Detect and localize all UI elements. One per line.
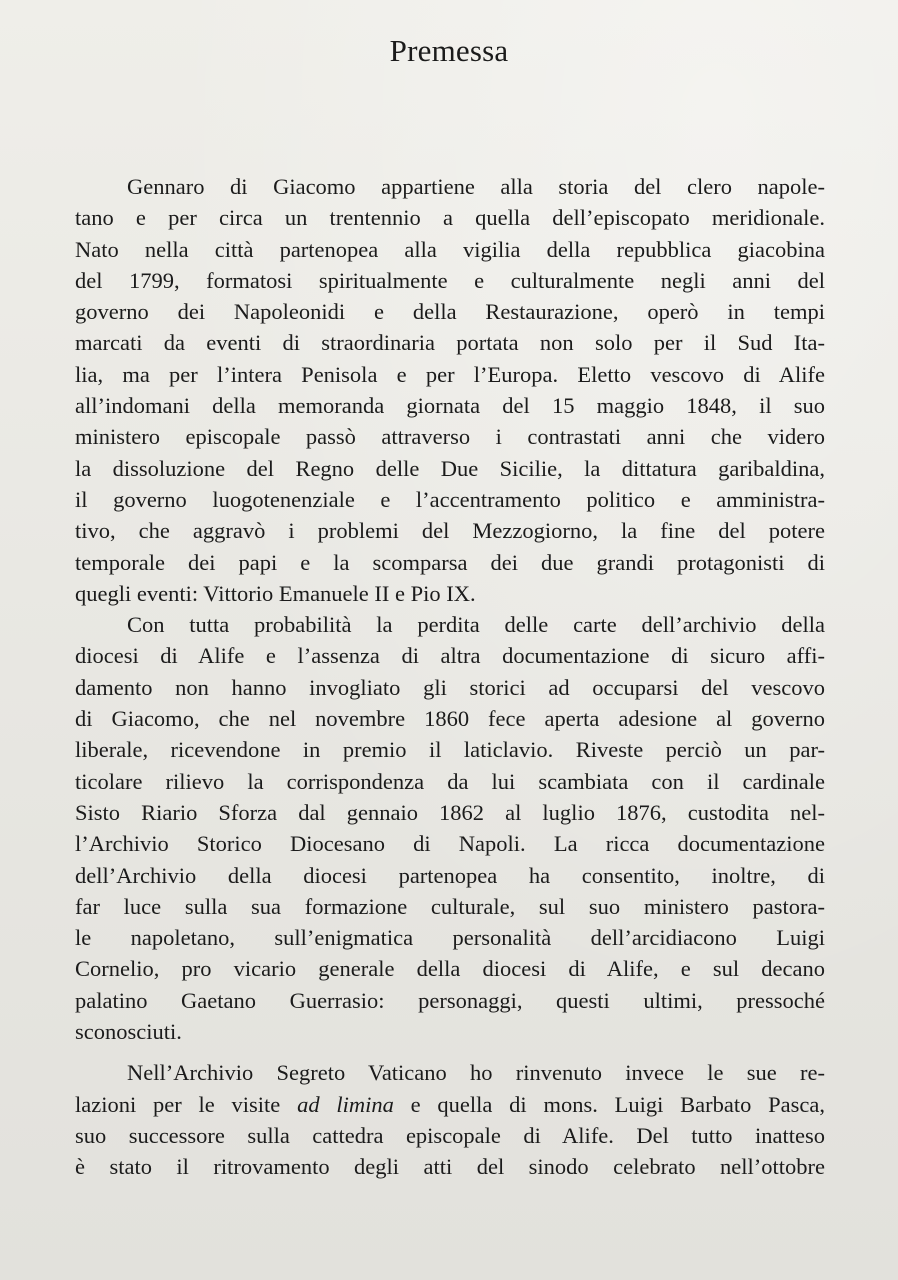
text-line: sconosciuti. [75, 1019, 182, 1045]
text-line [75, 1089, 825, 1120]
text-line: ministero episcopale passò attraverso i contrastati anni che videro [75, 424, 825, 450]
text-line: il governo luogotenenziale e l’accentramento politico e amministra- [75, 486, 825, 512]
text-line: tivo, che aggravò i problemi del Mezzogiorno, la fine del potere [75, 518, 825, 544]
text-line: Gennaro di Giacomo appartiene alla storia del clero napole- [127, 174, 825, 199]
text-line: di Giacomo, che nel novembre 1860 fece aperta adesione al governo [75, 706, 825, 732]
text-line: la dissoluzione del Regno delle Due Sicilie, la dittatura garibaldina, [75, 455, 825, 481]
text-line: è stato il ritrovamento degli atti del sinodo celebrato nell’ottobre [75, 1154, 825, 1180]
text-line: ticolare rilievo la corrispondenza da lui scambiata con il cardinale [75, 768, 825, 794]
text-line: all’indomani della memoranda giornata del 15 maggio 1848, il suo [75, 393, 825, 419]
text-line: suo successore sulla cattedra episcopale di Alife. Del tutto inatteso [75, 1122, 825, 1148]
text-line: le napoletano, sull’enigmatica personalità dell’arcidiacono Luigi [75, 925, 825, 951]
text-line: tano e per circa un trentennio a quella dell’episcopato meridionale. [75, 205, 825, 231]
text-line: Nato nella città partenopea alla vigilia della repubblica giacobina [75, 236, 825, 262]
text-segment: e quella di mons. Luigi Barbato Pasca, [393, 1091, 825, 1117]
text-line: damento non hanno invogliato gli storici ad occuparsi del vescovo [75, 674, 825, 700]
text-line: marcati da eventi di straordinaria portata non solo per il Sud Ita- [75, 330, 825, 356]
text-line: palatino Gaetano Guerrasio: personaggi, questi ultimi, pressoché [75, 987, 825, 1013]
text-line: dell’Archivio della diocesi partenopea ha consentito, inoltre, di [75, 862, 825, 888]
text-line: Nell’Archivio Segreto Vaticano ho rinvenuto invece le sue re- [127, 1060, 825, 1086]
body-text [75, 171, 825, 1183]
text-line: governo dei Napoleonidi e della Restaurazione, operò in tempi [75, 299, 825, 325]
text-line: temporale dei papi e la scomparsa dei due grandi protagonisti di [75, 549, 825, 575]
paragraph-gap [75, 1047, 825, 1057]
text-line: lia, ma per l’intera Penisola e per l’Europa. Eletto vescovo di Alife [75, 361, 825, 387]
text-line: quegli eventi: Vittorio Emanuele II e Pio IX. [75, 580, 476, 606]
text-line: Cornelio, pro vicario generale della diocesi di Alife, e sul decano [75, 956, 825, 982]
text-segment: lazioni per le visite [75, 1091, 298, 1117]
text-line: Con tutta probabilità la perdita delle carte dell’archivio della [127, 612, 825, 638]
text-line: Sisto Riario Sforza dal gennaio 1862 al luglio 1876, custodita nel- [75, 799, 825, 825]
text-line: far luce sulla sua formazione culturale, sul suo ministero pastora- [75, 893, 825, 919]
text-line: liberale, ricevendone in premio il laticlavio. Riveste perciò un par- [75, 737, 825, 763]
italic-phrase: ad limina [297, 1091, 394, 1117]
text-line: l’Archivio Storico Diocesano di Napoli. La ricca documentazione [75, 831, 825, 857]
page-title: Premessa [389, 33, 509, 68]
text-line: diocesi di Alife e l’assenza di altra documentazione di sicuro affi- [75, 643, 825, 669]
text-line: del 1799, formatosi spiritualmente e culturalmente negli anni del [75, 267, 825, 293]
